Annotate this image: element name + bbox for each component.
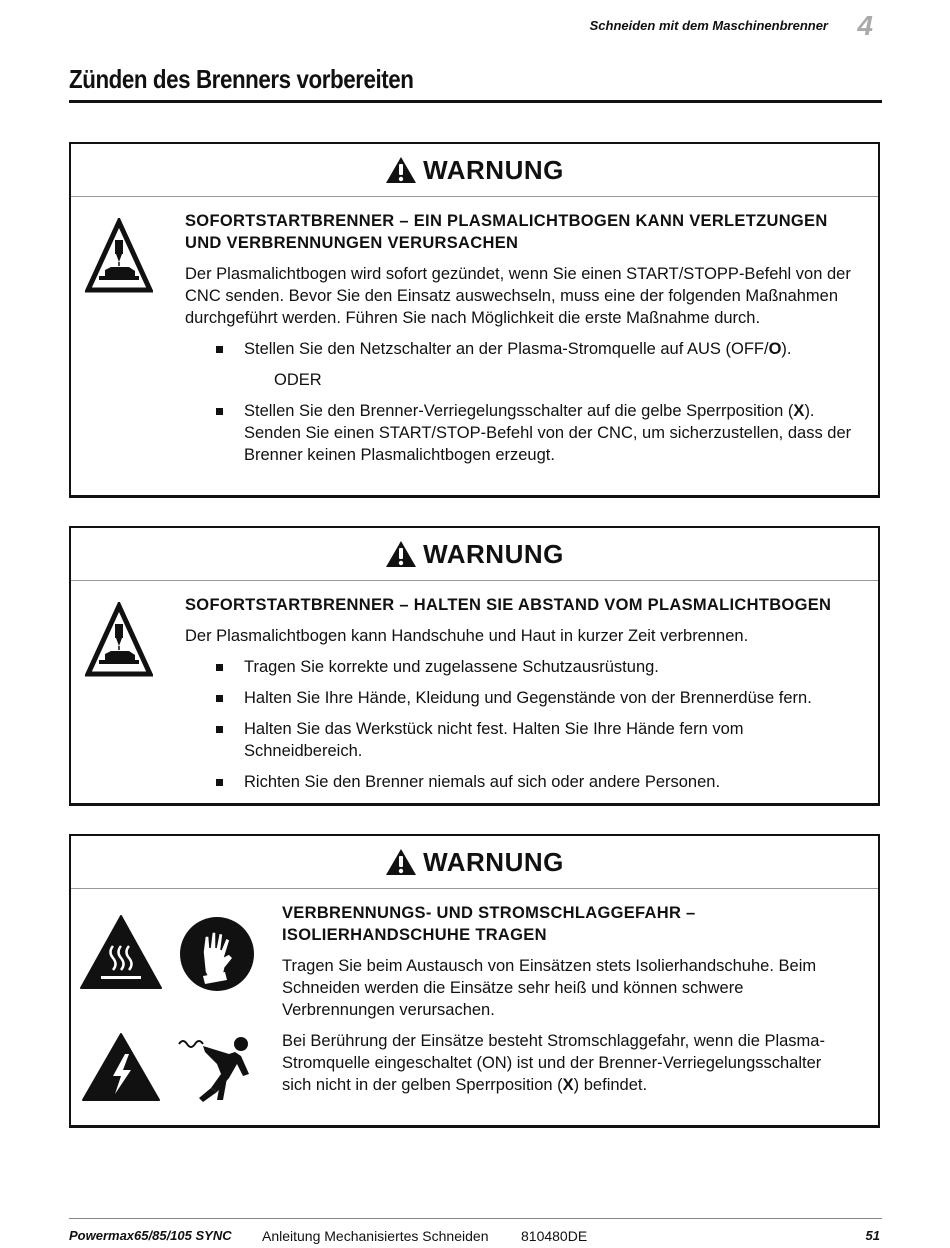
- warning-label: WARNUNG: [423, 154, 564, 185]
- measures-list: [185, 338, 865, 360]
- off-symbol: O: [768, 340, 782, 358]
- warning-label: WARNUNG: [423, 538, 564, 569]
- warning-paragraph: [282, 1030, 842, 1096]
- warning-box-3: [69, 834, 880, 1128]
- chapter-title: Schneiden mit dem Maschinenbrenner: [589, 18, 828, 33]
- section-rule: [69, 100, 882, 103]
- warning-title: SOFORTSTARTBRENNER – HALTEN SIE ABSTAND VOM PLASMALICHTBOGEN: [185, 596, 832, 614]
- warning-triangle-icon: [385, 848, 417, 876]
- warning-header: [71, 528, 878, 581]
- item-text: ).: [781, 340, 792, 358]
- warning-label: WARNUNG: [423, 846, 564, 877]
- warning-triangle-icon: [385, 156, 417, 184]
- footer-model: Powermax65/85/105 SYNC: [69, 1228, 232, 1243]
- list-item: Halten Sie das Werkstück nicht fest. Halten Sie Ihre Hände fern vom Schneidbereich.: [185, 718, 865, 762]
- instant-start-torch-icon: [85, 218, 153, 294]
- item-text: Stellen Sie den Netzschalter an der Plasma-Stromquelle auf AUS (OFF/: [244, 340, 769, 358]
- warning-intro: Der Plasmalichtbogen kann Handschuhe und Haut in kurzer Zeit verbrennen.: [185, 627, 749, 645]
- warning-box-1: [69, 142, 880, 498]
- chapter-number: 4: [857, 10, 873, 41]
- item-text: ). Senden Sie einen START/STOP-Befehl von der CNC, um sicherzustellen, dass der Brenner keinen Plasmalichtbogen erzeugt.: [244, 402, 852, 464]
- electrocution-figure-icon: [177, 1034, 257, 1104]
- warning-triangle-icon: [385, 540, 417, 568]
- warning-box-2: [69, 526, 880, 806]
- instant-start-torch-icon: [85, 602, 153, 678]
- warning-header: [71, 836, 878, 889]
- section-title: Zünden des Brenners vorbereiten: [69, 64, 414, 94]
- page-number: 51: [865, 1228, 880, 1243]
- warning-content: [185, 594, 865, 802]
- footer-rule: [69, 1218, 882, 1219]
- warning-title: [185, 210, 865, 254]
- warning-title-line: ISOLIERHANDSCHUHE TRAGEN: [282, 926, 547, 944]
- alternative-label: ODER: [274, 371, 322, 389]
- warning-paragraph: Tragen Sie beim Austausch von Einsätzen stets Isolierhandschuhe. Beim Schneiden werden die Einsätze sehr heiß und können schwere Verbrennungen verursachen.: [282, 957, 817, 1019]
- warning-header: [71, 144, 878, 197]
- paragraph-text: Bei Berührung der Einsätze besteht Stromschlaggefahr, wenn die Plasma-Stromquelle eingeschaltet (ON) ist und der Brenner-Verriegelungsschalter sich nicht in der gelben Sperrposition (: [282, 1032, 825, 1094]
- footer-doc-title: Anleitung Mechanisiertes Schneiden: [262, 1228, 489, 1244]
- paragraph-text: ) befindet.: [573, 1076, 648, 1094]
- precautions-list: [185, 656, 865, 793]
- list-item: [185, 400, 865, 466]
- warning-content: [185, 210, 865, 475]
- hot-surface-icon: [79, 914, 163, 990]
- insulated-gloves-icon: [179, 916, 255, 992]
- electric-shock-hazard-icon: [81, 1032, 161, 1102]
- warning-title-line: VERBRENNUNGS- UND STROMSCHLAGGEFAHR –: [282, 904, 696, 922]
- list-item: Richten Sie den Brenner niemals auf sich oder andere Personen.: [185, 771, 865, 793]
- lock-symbol: X: [793, 402, 805, 420]
- measures-list: [185, 400, 865, 466]
- list-item: Tragen Sie korrekte und zugelassene Schutzausrüstung.: [185, 656, 865, 678]
- warning-title-line: SOFORTSTARTBRENNER – EIN PLASMALICHTBOGEN KANN VERLETZUNGEN: [185, 212, 828, 230]
- item-text: Stellen Sie den Brenner-Verriegelungsschalter auf die gelbe Sperrposition (: [244, 402, 794, 420]
- lock-symbol: X: [562, 1076, 574, 1094]
- warning-title: [282, 902, 842, 946]
- list-item: [185, 338, 865, 360]
- warning-intro: Der Plasmalichtbogen wird sofort gezündet, wenn Sie einen START/STOPP-Befehl von der CNC senden. Bevor Sie den Einsatz auswechseln, muss eine der folgenden Maßnahmen durchgeführt werden. Führen Sie nach Möglichkeit die erste Maßnahme durch.: [185, 265, 851, 327]
- warning-title-line: UND VERBRENNUNGEN VERURSACHEN: [185, 234, 519, 252]
- warning-content: [282, 902, 842, 1105]
- footer-doc-code: 810480DE: [521, 1228, 588, 1244]
- list-item: Halten Sie Ihre Hände, Kleidung und Gegenstände von der Brennerdüse fern.: [185, 687, 865, 709]
